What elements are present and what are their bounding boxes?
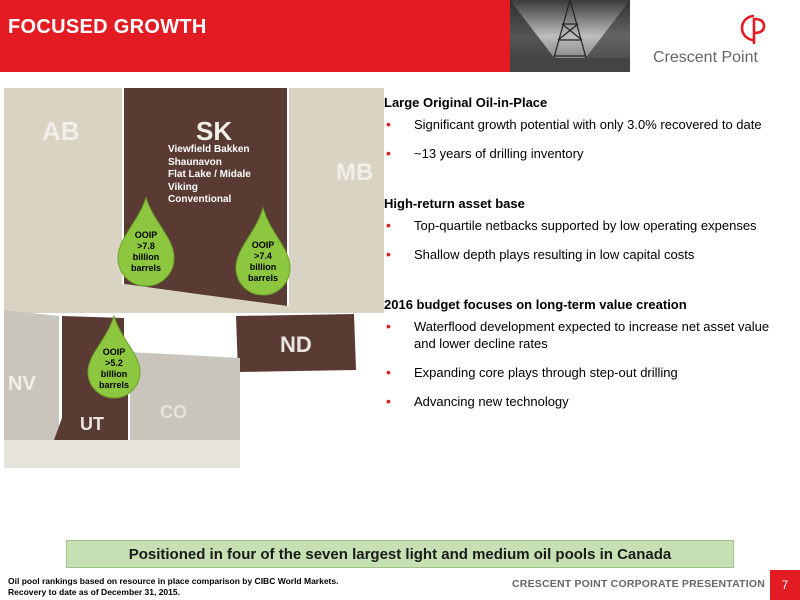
section-ooip	[384, 95, 794, 162]
section-heading: 2016 budget focuses on long-term value creation	[384, 297, 687, 312]
drop-line: billion	[249, 262, 277, 272]
drop-label-sk-west	[123, 230, 169, 274]
sk-play-item: Flat Lake / Midale	[168, 169, 251, 180]
section-heading: High-return asset base	[384, 196, 525, 211]
drop-line: barrels	[98, 380, 130, 390]
page-number: 7	[770, 570, 800, 600]
drop-line: billion	[132, 252, 160, 262]
bullet-list	[384, 217, 794, 263]
content-column	[384, 95, 794, 422]
bullet-dot-icon: •	[386, 318, 391, 334]
drop-line: OOIP	[134, 230, 158, 240]
bullet-item	[384, 364, 794, 381]
bullet-item	[384, 217, 794, 234]
bullet-item	[384, 116, 794, 133]
state-label-ab: AB	[42, 116, 80, 146]
header-photo	[510, 0, 630, 72]
bullet-dot-icon: •	[386, 116, 391, 132]
bullet-text: ~13 years of drilling inventory	[414, 146, 584, 161]
bullet-item	[384, 318, 794, 352]
sk-plays-list	[168, 144, 251, 207]
drop-line: barrels	[247, 273, 279, 283]
state-label-nv: NV	[8, 373, 36, 395]
bullet-item	[384, 145, 794, 162]
oil-rig-photo	[510, 0, 630, 72]
oil-pool-map	[4, 88, 384, 468]
footer-label: CRESCENT POINT CORPORATE PRESENTATION	[512, 578, 765, 590]
title-bar	[0, 0, 510, 72]
footnote-line: Oil pool rankings based on resource in place comparison by CIBC World Markets.	[8, 576, 339, 586]
bullet-text: Advancing new technology	[414, 394, 569, 409]
logo-text: Crescent Point	[653, 49, 758, 66]
state-label-ut: UT	[80, 414, 104, 434]
footnote-line: Recovery to date as of December 31, 2015.	[8, 587, 180, 597]
drop-line: barrels	[130, 263, 162, 273]
bullet-dot-icon: •	[386, 393, 391, 409]
state-label-co: CO	[160, 402, 187, 422]
bullet-dot-icon: •	[386, 217, 391, 233]
company-logo	[636, 4, 796, 70]
bullet-text: Top-quartile netbacks supported by low operating expenses	[414, 218, 757, 233]
drop-line: billion	[100, 369, 128, 379]
drop-line: >5.2	[105, 358, 123, 368]
sk-play-item: Viking	[168, 181, 198, 193]
drop-label-ut	[91, 347, 137, 391]
section-high-return	[384, 196, 794, 263]
bullet-list	[384, 318, 794, 410]
bullet-list	[384, 116, 794, 162]
section-heading: Large Original Oil-in-Place	[384, 95, 548, 110]
bullet-text: Expanding core plays through step-out drilling	[414, 365, 678, 380]
state-label-sk: SK	[196, 116, 233, 146]
bullet-item	[384, 393, 794, 410]
region-south	[4, 440, 240, 468]
bullet-text: Waterflood development expected to increase net asset value and lower decline rates	[414, 319, 770, 351]
sk-play-item: Viewfield Bakken	[168, 144, 250, 155]
drop-line: OOIP	[102, 347, 126, 357]
bullet-dot-icon: •	[386, 145, 391, 161]
bullet-item	[384, 246, 794, 263]
summary-banner: Positioned in four of the seven largest light and medium oil pools in Canada	[66, 540, 734, 568]
drop-line: OOIP	[251, 240, 275, 250]
bullet-dot-icon: •	[386, 246, 391, 262]
section-2016-budget	[384, 297, 794, 410]
bullet-text: Shallow depth plays resulting in low capital costs	[414, 247, 695, 262]
drop-label-sk-east	[240, 240, 286, 284]
crescent-logo-icon	[636, 4, 796, 48]
state-label-nd: ND	[280, 332, 312, 357]
slide-title: FOCUSED GROWTH	[8, 16, 207, 38]
bullet-text: Significant growth potential with only 3.0% recovered to date	[414, 117, 762, 132]
region-co	[130, 352, 240, 440]
sk-play-item: Conventional	[168, 194, 232, 205]
state-label-mb: MB	[336, 159, 374, 186]
region-mb	[289, 88, 384, 306]
footnote	[8, 576, 338, 598]
sk-play-item: Shaunavon	[168, 156, 222, 168]
drop-line: >7.4	[254, 251, 272, 261]
drop-line: >7.8	[137, 241, 155, 251]
bullet-dot-icon: •	[386, 364, 391, 380]
